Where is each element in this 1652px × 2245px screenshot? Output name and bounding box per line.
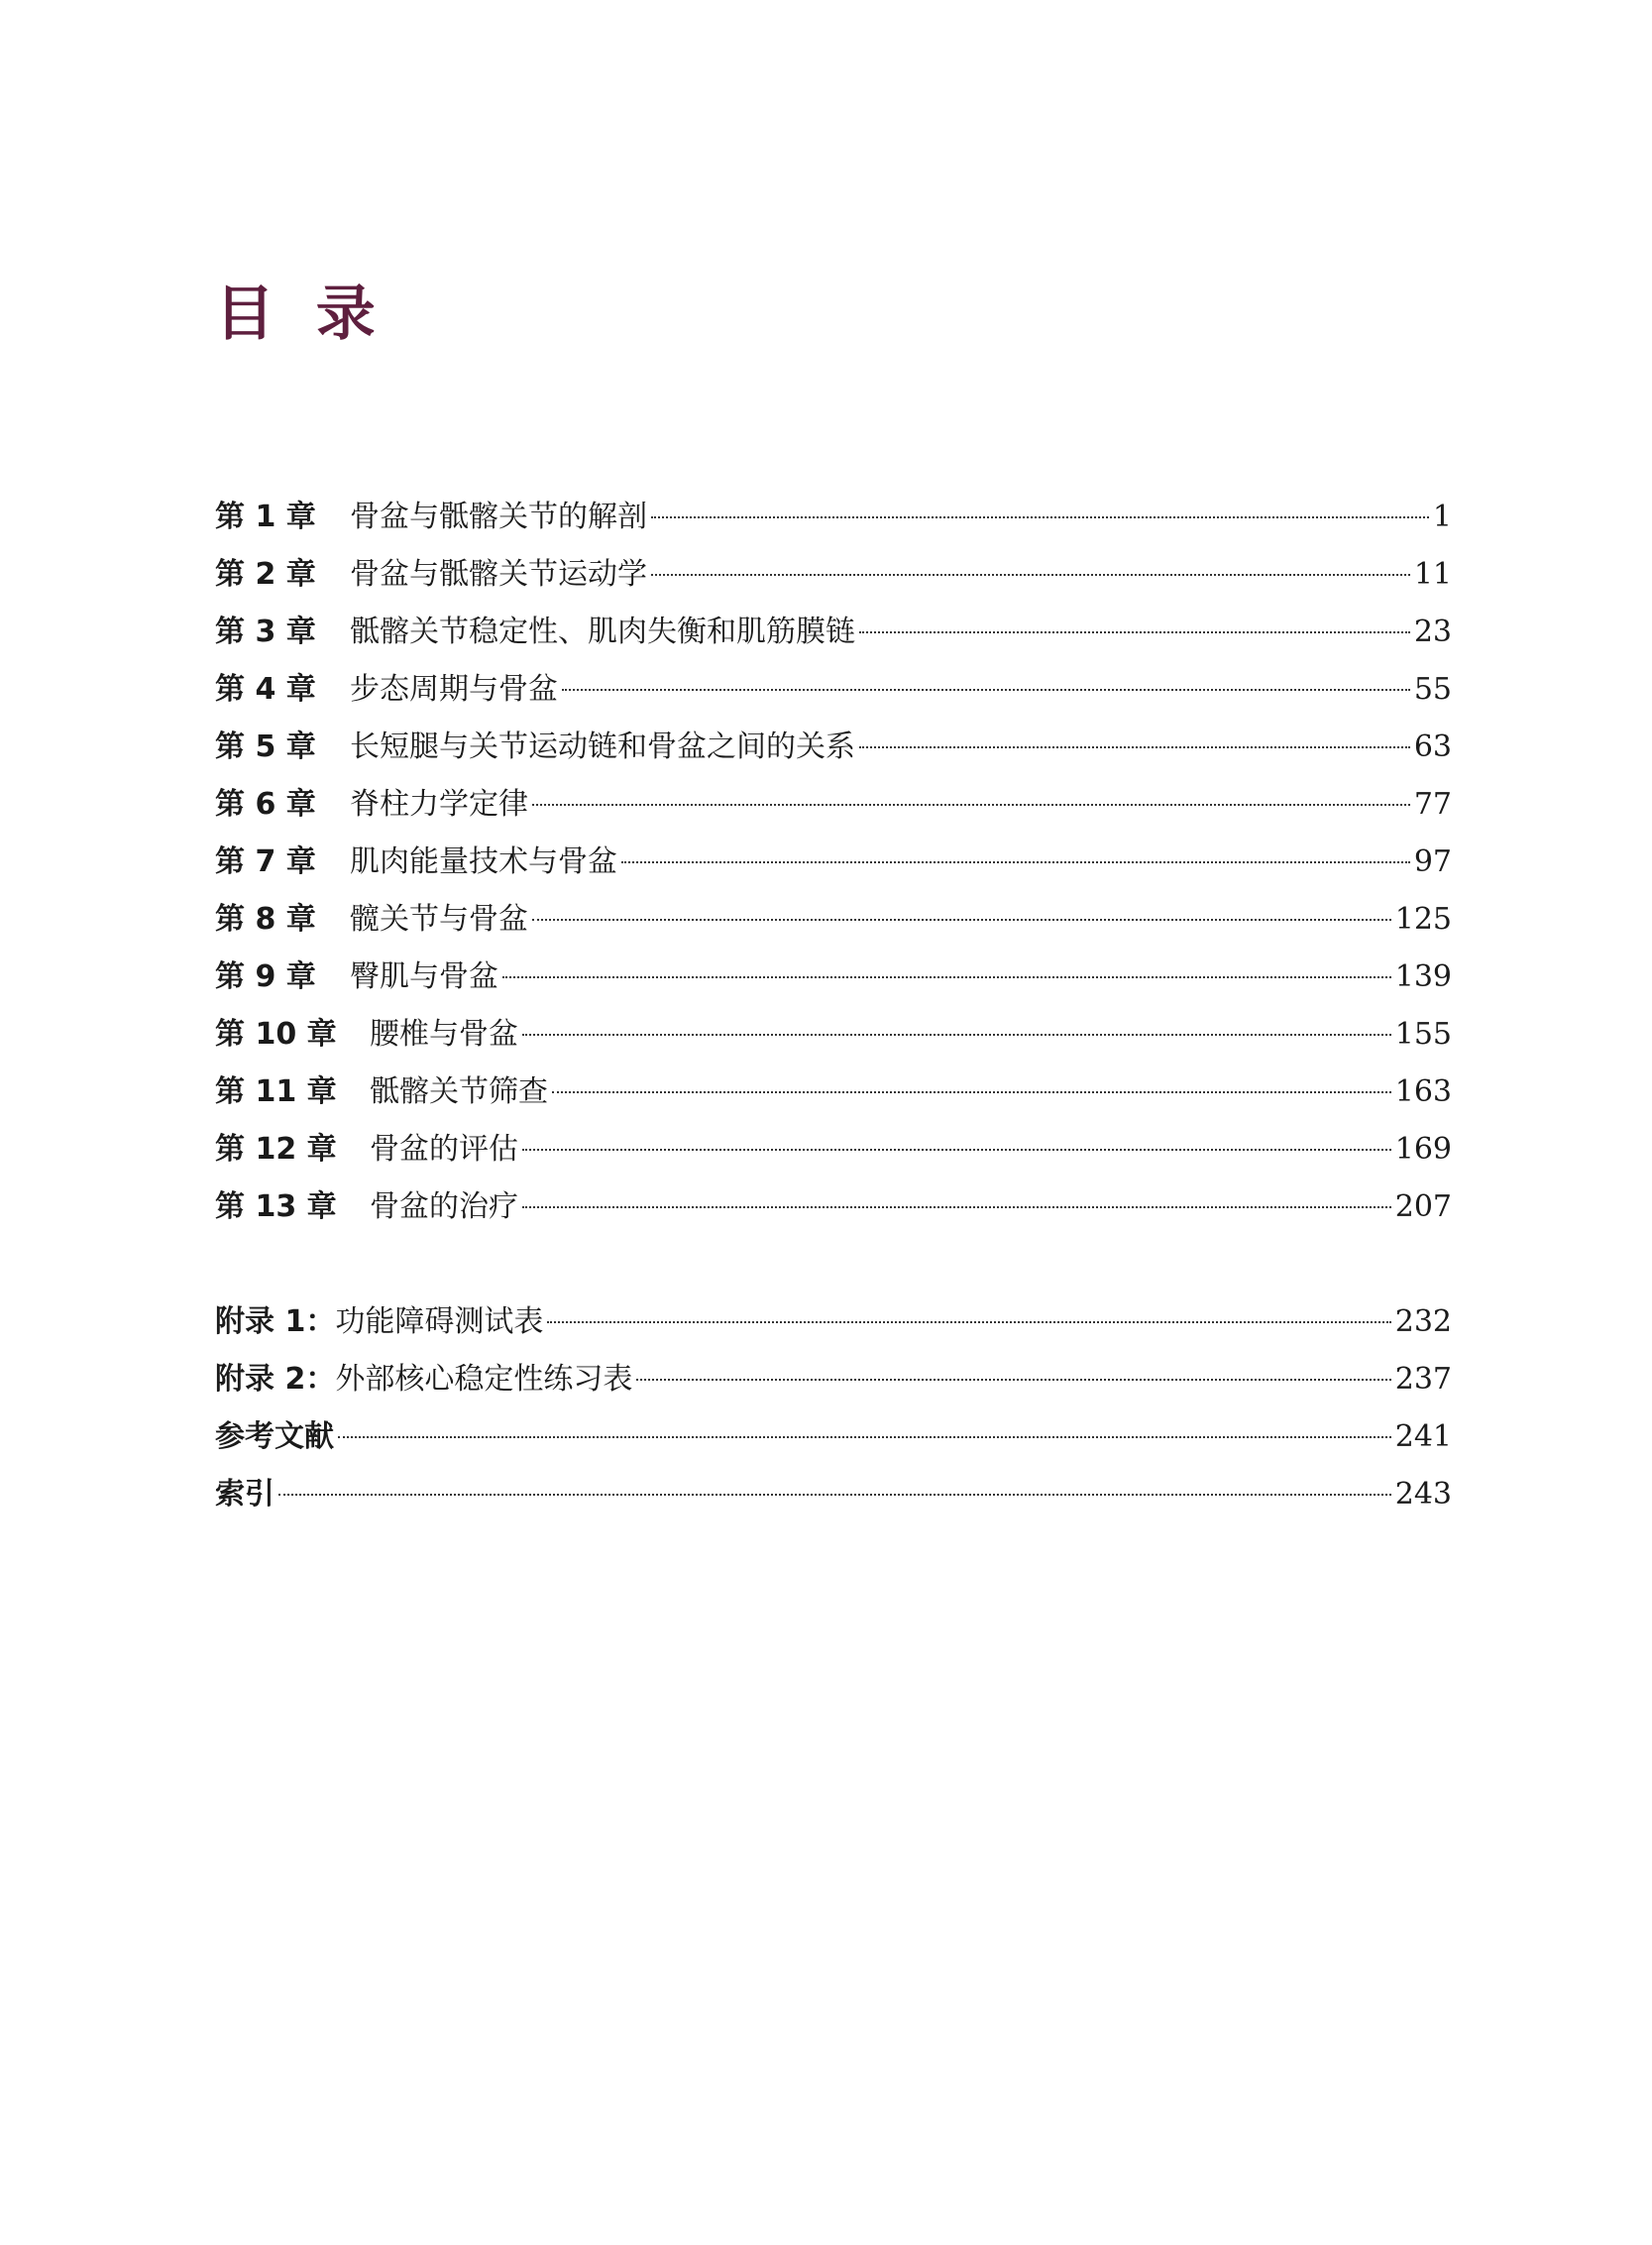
toc-entry-chapter-3[interactable]	[215, 604, 1452, 661]
toc-entry-chapter-9[interactable]	[215, 949, 1452, 1006]
page-number: 241	[1394, 1419, 1452, 1454]
toc-entry-chapter-8[interactable]	[215, 891, 1452, 949]
dot-leader	[522, 1034, 1391, 1036]
page-number: 237	[1394, 1362, 1452, 1397]
toc-entry-appendix-1[interactable]	[215, 1293, 1452, 1351]
appendix-title: 功能障碍测试表	[335, 1304, 544, 1339]
page-number: 163	[1394, 1074, 1452, 1109]
chapter-number: 第 10 章	[215, 1017, 337, 1052]
chapter-number: 第 12 章	[215, 1132, 337, 1167]
chapter-title: 脊柱力学定律	[350, 787, 528, 822]
dot-leader	[522, 1149, 1391, 1151]
chapter-number: 第 7 章	[215, 844, 316, 879]
page-number: 243	[1394, 1477, 1452, 1512]
toc-entry-chapter-5[interactable]	[215, 719, 1452, 776]
chapter-title: 肌肉能量技术与骨盆	[350, 844, 617, 879]
chapter-number: 第 9 章	[215, 959, 316, 994]
dot-leader	[636, 1379, 1390, 1381]
page-number: 77	[1413, 787, 1452, 822]
dot-leader	[562, 689, 1410, 691]
page-number: 1	[1432, 500, 1452, 534]
chapter-number: 第 4 章	[215, 672, 316, 707]
dot-leader	[552, 1091, 1391, 1093]
dot-leader	[278, 1494, 1391, 1496]
chapter-number: 第 3 章	[215, 615, 316, 649]
section-gap	[215, 1236, 1452, 1293]
table-of-contents	[215, 489, 1452, 1523]
dot-leader	[621, 861, 1410, 863]
page-number: 169	[1394, 1132, 1452, 1167]
chapter-number: 第 2 章	[215, 557, 316, 592]
page-title: 目 录	[215, 280, 376, 349]
page-number: 207	[1394, 1189, 1452, 1224]
toc-entry-chapter-13[interactable]	[215, 1179, 1452, 1236]
chapter-title: 骶髂关节筛查	[370, 1074, 548, 1109]
chapter-number: 第 8 章	[215, 902, 316, 937]
toc-entry-chapter-10[interactable]	[215, 1006, 1452, 1064]
toc-entry-index[interactable]	[215, 1466, 1452, 1523]
chapter-title: 骨盆的治疗	[370, 1189, 518, 1224]
page-number: 63	[1413, 730, 1452, 764]
chapter-number: 第 5 章	[215, 730, 316, 764]
page-number: 125	[1394, 902, 1452, 937]
chapter-title: 骨盆与骶髂关节的解剖	[350, 500, 647, 534]
dot-leader	[338, 1436, 1391, 1438]
toc-entry-chapter-6[interactable]	[215, 776, 1452, 834]
page-number: 55	[1413, 672, 1452, 707]
appendix-label: 附录 1：	[215, 1304, 336, 1339]
chapter-title: 骨盆的评估	[370, 1132, 518, 1167]
toc-entry-chapter-1[interactable]	[215, 489, 1452, 546]
chapter-number: 第 1 章	[215, 500, 316, 534]
page-number: 139	[1394, 959, 1452, 994]
dot-leader	[859, 631, 1410, 633]
page-number: 11	[1413, 557, 1452, 592]
appendix-title: 外部核心稳定性练习表	[335, 1362, 633, 1397]
dot-leader	[532, 804, 1410, 806]
dot-leader	[859, 746, 1410, 748]
page-number: 155	[1394, 1017, 1452, 1052]
toc-entry-chapter-2[interactable]	[215, 546, 1452, 604]
dot-leader	[547, 1321, 1390, 1323]
dot-leader	[502, 976, 1391, 978]
references-title: 参考文献	[215, 1419, 334, 1454]
page-number: 97	[1413, 844, 1452, 879]
toc-entry-chapter-12[interactable]	[215, 1121, 1452, 1179]
chapter-number: 第 6 章	[215, 787, 316, 822]
page-number: 23	[1413, 615, 1452, 649]
chapter-title: 髋关节与骨盆	[350, 902, 528, 937]
dot-leader	[651, 574, 1410, 576]
chapter-title: 臀肌与骨盆	[350, 959, 498, 994]
appendix-label: 附录 2：	[215, 1362, 336, 1397]
dot-leader	[651, 516, 1429, 518]
chapter-number: 第 13 章	[215, 1189, 337, 1224]
chapter-title: 腰椎与骨盆	[370, 1017, 518, 1052]
dot-leader	[522, 1206, 1391, 1208]
toc-entry-references[interactable]	[215, 1408, 1452, 1466]
chapter-title: 骨盆与骶髂关节运动学	[350, 557, 647, 592]
index-title: 索引	[215, 1477, 275, 1512]
toc-entry-chapter-4[interactable]	[215, 661, 1452, 719]
dot-leader	[532, 919, 1391, 921]
chapter-title: 步态周期与骨盆	[350, 672, 558, 707]
chapter-number: 第 11 章	[215, 1074, 337, 1109]
chapter-title: 骶髂关节稳定性、肌肉失衡和肌筋膜链	[350, 615, 855, 649]
chapter-title: 长短腿与关节运动链和骨盆之间的关系	[350, 730, 855, 764]
toc-entry-chapter-7[interactable]	[215, 834, 1452, 891]
toc-entry-appendix-2[interactable]	[215, 1351, 1452, 1408]
toc-entry-chapter-11[interactable]	[215, 1064, 1452, 1121]
page-number: 232	[1394, 1304, 1452, 1339]
